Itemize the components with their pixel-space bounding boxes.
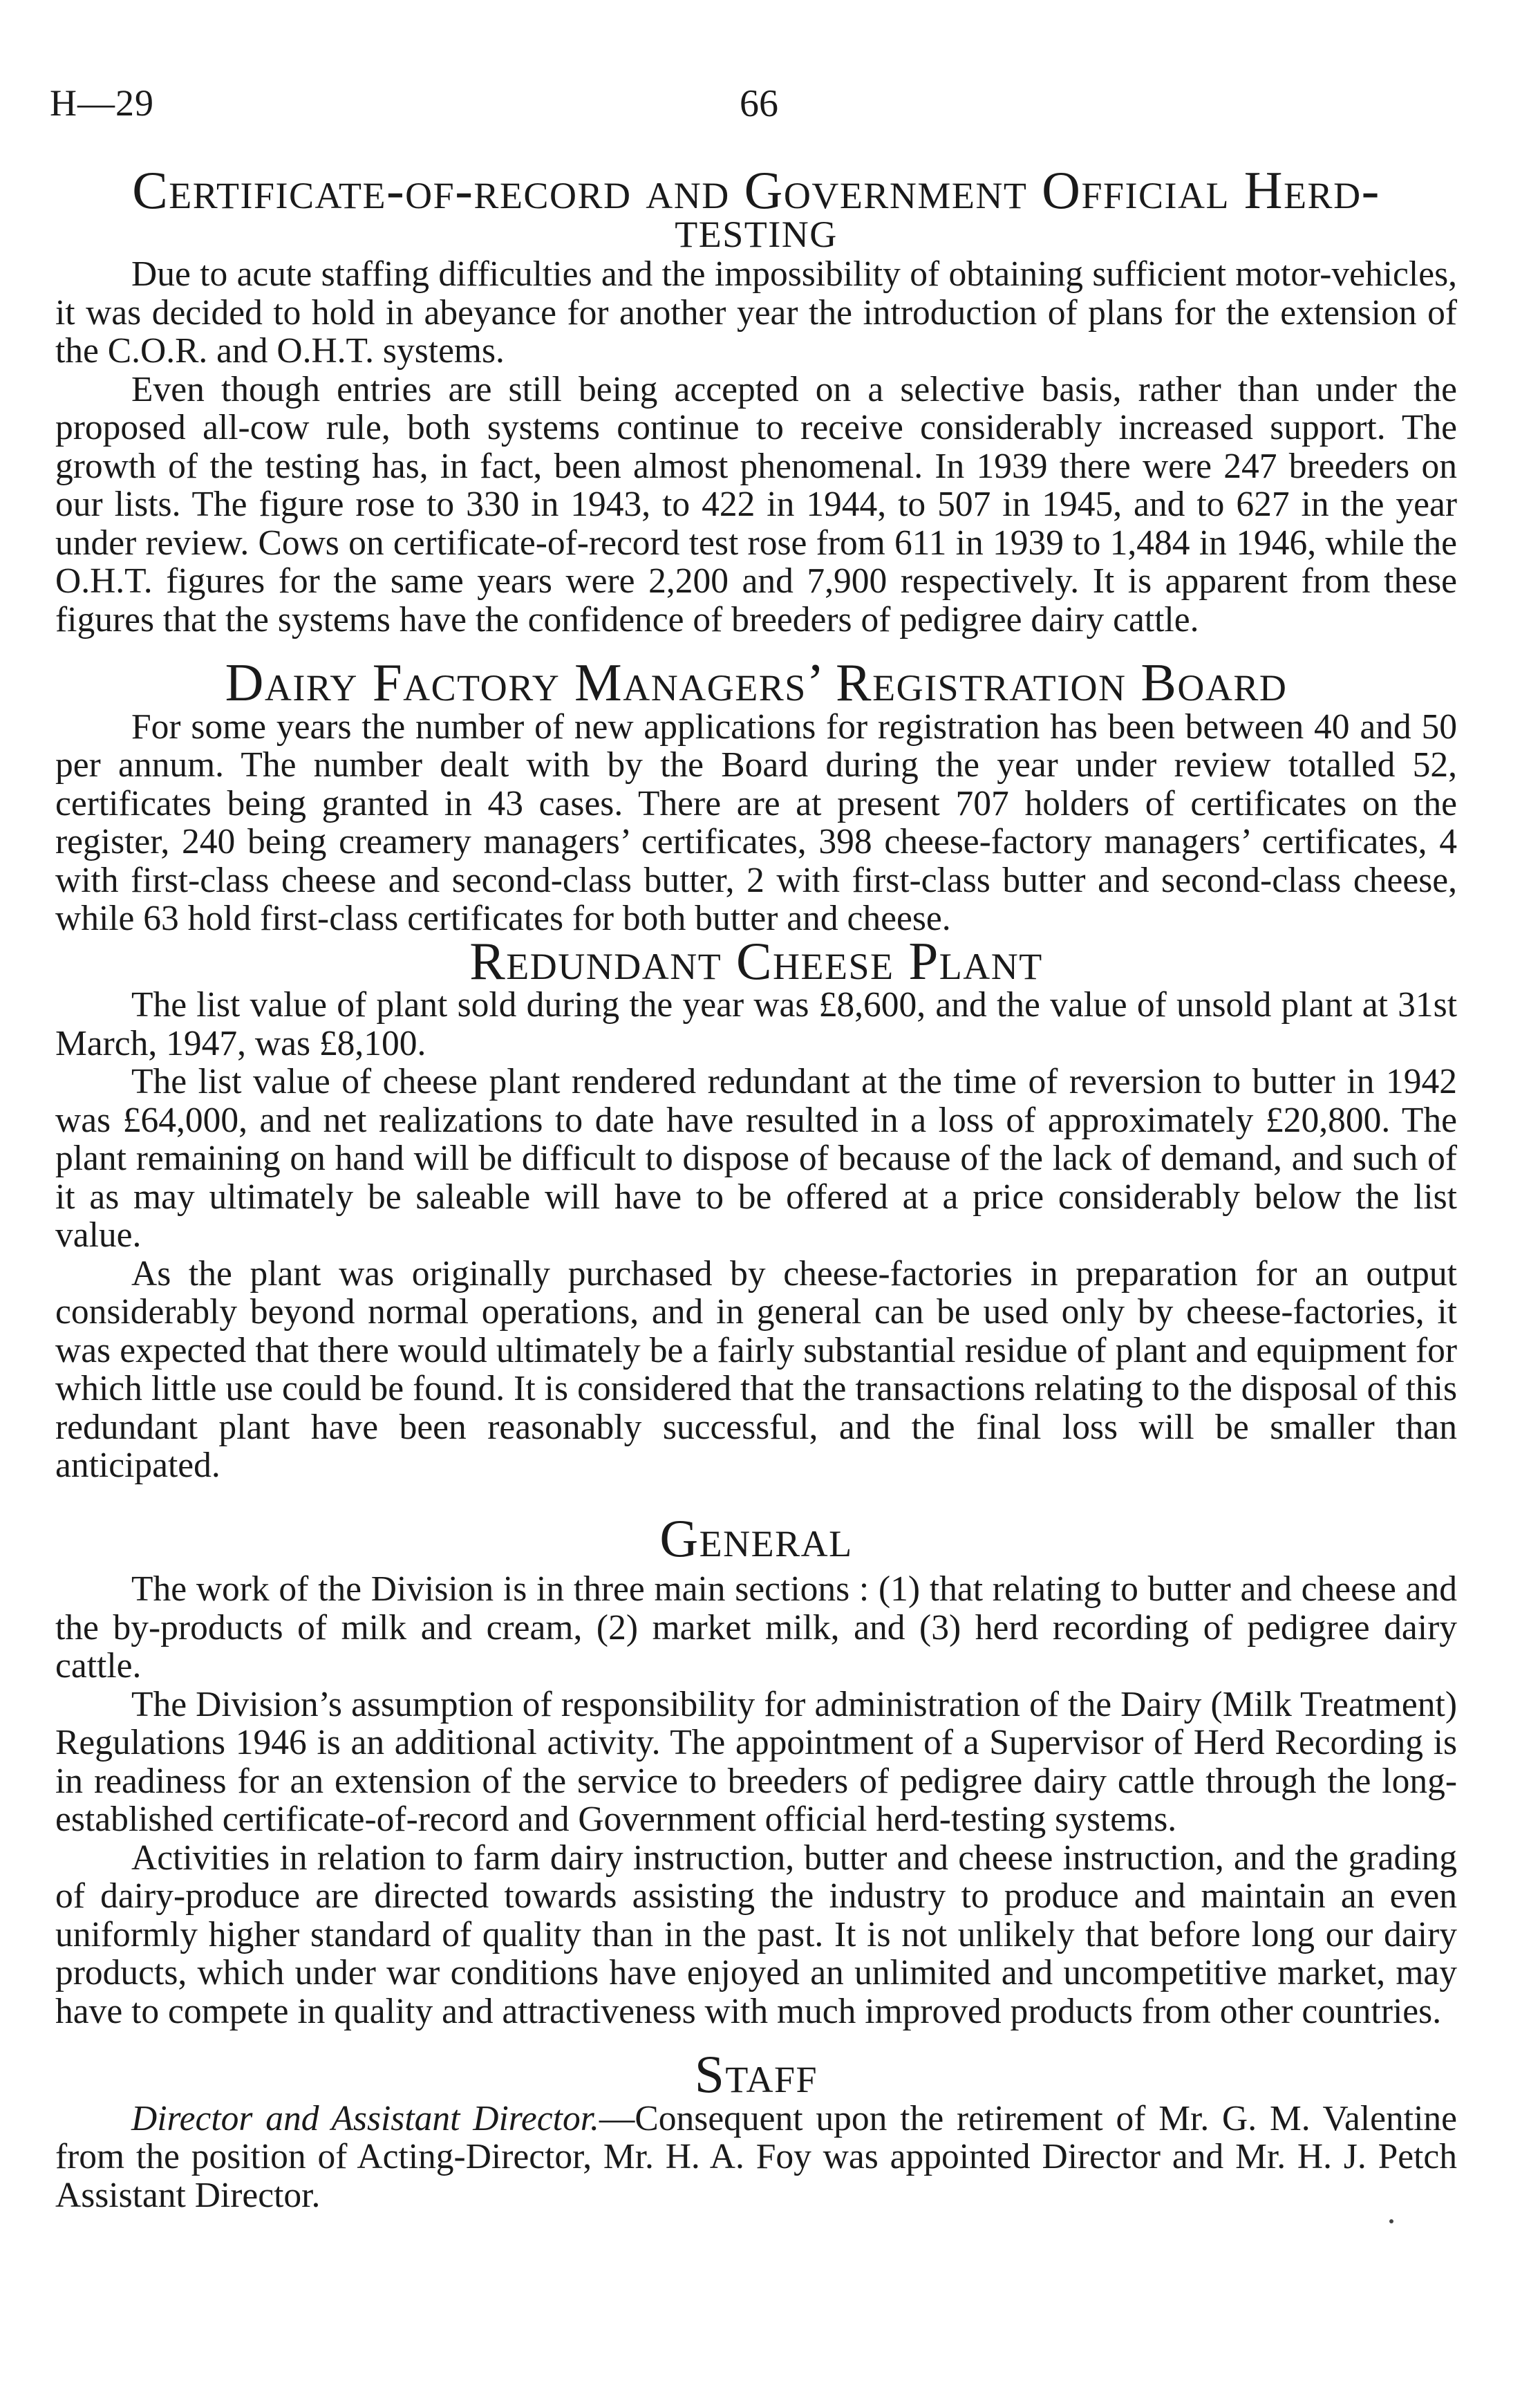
section-heading: Redundant Cheese Plant bbox=[469, 931, 1043, 991]
paragraph: Even though entries are still being accepted on a selective basis, rather than under the proposed all-cow rule, both systems continue to receive considerably increased support. The growth of the testing has, in fact, been almost phenomenal. In 1939 there were 247 breeders on our lists. The figure rose to 330 in 1943, to 422 in 1944, to 507 in 1945, and to 627 in the year under review. Cows on certificate-of-record test rose from 611 in 1939 to 1,484 in 1946, while the O.H.T. figures for the same years were 2,200 and 7,900 respectively. It is apparent from these figures that the systems have the confidence of breeders of pedigree dairy cattle. bbox=[55, 369, 1457, 640]
paragraph: For some years the number of new applications for registration has been between 40 and 50 per annum. The number dealt with by the Board during the year under review totalled 52, certificates being granted in 43 cases. There are at present 707 holders of certificates on the register, 240 being creamery managers’ certificates, 398 cheese-factory managers’ certificates, 4 with first-class cheese and second-class butter, 2 with first-class butter and second-class cheese, while 63 hold first-class certificates for both butter and cheese. bbox=[55, 707, 1457, 938]
staff-lead-title: Director and Assistant Director. bbox=[131, 2098, 599, 2138]
document-reference: H—29 bbox=[50, 82, 154, 124]
section-registration-board bbox=[55, 653, 1457, 938]
section-heading: General bbox=[659, 1508, 853, 1568]
paragraph: The Division’s assumption of responsibility for administration of the Dairy (Milk Treatment) Regulations 1946 is an additional activity. The appointment of a Supervisor of Herd Recording is in readiness for an extension of the service to breeders of pedigree dairy cattle through the long-established certificate-of-record and Government official herd-testing systems. bbox=[55, 1684, 1457, 1839]
paragraph: As the plant was originally purchased by cheese-factories in preparation for an output considerably beyond normal operations, and in general can be used only by cheese-factories, it was expected that there would ultimately be a fairly substantial residue of plant and equipment for which little use could be found. It is considered that the transactions relating to the disposal of this redundant plant have been reasonably successful, and the final loss will be smaller than anticipated. bbox=[55, 1253, 1457, 1485]
page-number: 66 bbox=[740, 82, 778, 125]
section-heading: Certificate-of-record and Government Official Herd-testing bbox=[132, 160, 1380, 259]
page-body bbox=[55, 160, 1458, 2215]
section-general bbox=[55, 1508, 1457, 2031]
paragraph: The list value of cheese plant rendered redundant at the time of reversion to butter in 1942 was £64,000, and net realizations to date have resulted in a loss of approximately £20,800. The plant remaining on hand will be difficult to dispose of because of the lack of demand, and such of it as may ultimately be saleable will have to be offered at a price considerably below the list value. bbox=[55, 1062, 1457, 1255]
staff-text: —Consequent upon the retirement of Mr. G. M. Valentine from the position of Acting-Director, Mr. H. A. Foy was appointed Director and Mr. H. J. Petch Assistant Director. bbox=[55, 2098, 1458, 2215]
section-redundant-cheese-plant bbox=[55, 931, 1457, 1485]
paragraph: The list value of plant sold during the year was £8,600, and the value of unsold plant at 31st March, 1947, was £8,100. bbox=[55, 985, 1457, 1063]
paragraph bbox=[55, 2100, 1457, 2215]
paragraph: Activities in relation to farm dairy instruction, butter and cheese instruction, and the grading of dairy-produce are directed towards assisting the industry to produce and maintain an even uniformly higher standard of quality than in the past. It is not unlikely that before long our dairy products, which under war conditions have enjoyed an unlimited and uncompetitive market, may have to compete in quality and attractiveness with much improved products from other countries. bbox=[55, 1838, 1457, 2031]
section-heading: Dairy Factory Managers’ Registration Board bbox=[225, 653, 1288, 712]
paragraph: Due to acute staffing difficulties and the impossibility of obtaining sufficient motor-vehicles, it was decided to hold in abeyance for another year the introduction of plans for the extension of the C.O.R. and O.H.T. systems. bbox=[55, 254, 1457, 371]
section-certificate-of-record bbox=[55, 160, 1457, 640]
paragraph: The work of the Division is in three main sections : (1) that relating to butter and cheese and the by-products of milk and cream, (2) market milk, and (3) herd recording of pedigree dairy cattle. bbox=[55, 1569, 1457, 1686]
stray-ink-mark bbox=[1389, 2219, 1393, 2223]
section-heading: Staff bbox=[694, 2044, 818, 2104]
section-staff bbox=[55, 2044, 1458, 2215]
